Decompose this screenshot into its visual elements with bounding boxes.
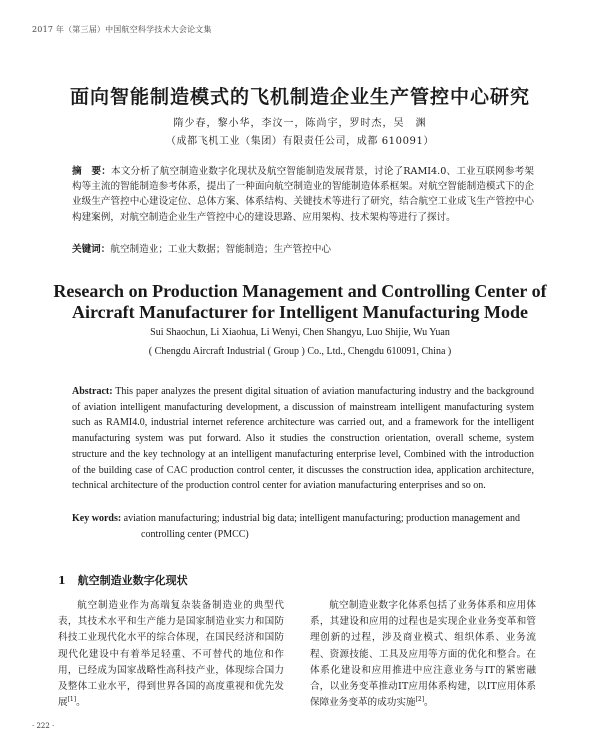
english-title-line-2: Aircraft Manufacturer for Intelligent Manufacturing Mode	[71, 302, 529, 322]
body-column-right	[310, 598, 536, 711]
english-keywords-text: aviation manufacturing; industrial big data; intelligent manufacturing; production management and controlling center (PMCC)	[123, 513, 520, 540]
chinese-keywords	[72, 242, 534, 257]
english-title	[0, 281, 600, 323]
english-abstract	[72, 384, 534, 494]
body-left-text: 航空制造业作为高端复杂装备制造业的典型代表，其技术水平和生产能力是国家制造业实力和国防科技工业现代化水平的综合体现，在国民经济和国防现代化建设中有着举足轻重、不可替代的地位和作用，已经成为国家战略性高科技产业，体现综合国力及整体工业水平，得到世界各国的高度重视和优先发展	[58, 600, 284, 709]
chinese-authors: 隋少春，黎小华，李汶一，陈尚宇，罗时杰，吴 渊	[173, 118, 427, 129]
body-right-text: 航空制造业数字化体系包括了业务体系和应用体系，其建设和应用的过程也是实现企业业务变革和管理创新的过程，涉及商业模式、组织体系、业务流程、资源技能、工具及应用等方面的优化和整合。在体系化建设和应用推进中应注意业务与IT的紧密融合，以业务变革推动IT应用体系构建，以IT应用体系保障业务变革的成功实施	[310, 600, 536, 709]
body-right-end: 。	[424, 697, 434, 709]
body-column-left	[58, 598, 284, 711]
chinese-keywords-text: 航空制造业；工业大数据；智能制造；生产管控中心	[110, 244, 332, 255]
body-left-end: 。	[76, 697, 86, 709]
section-number: 1	[58, 574, 66, 587]
english-authors: Sui Shaochun, Li Xiaohua, Li Wenyi, Chen Shangyu, Luo Shijie, Wu Yuan	[150, 327, 450, 338]
chinese-abstract	[72, 164, 534, 225]
body-paragraph-left	[58, 598, 284, 711]
section-heading	[58, 572, 188, 588]
english-keywords	[72, 511, 534, 542]
chinese-abstract-label: 摘 要：	[72, 166, 111, 177]
page-number: · 222 ·	[32, 722, 55, 730]
english-abstract-label: Abstract:	[72, 386, 113, 397]
chinese-title: 面向智能制造模式的飞机制造企业生产管控中心研究	[69, 86, 530, 108]
chinese-abstract-text: 本文分析了航空制造业数字化现状及航空智能制造发展背景，讨论了RAMI4.0、工业互联网参考架构等主流的智能制造参考体系，提出了一种面向航空制造业的智能制造体系框架。对航空智能制造模式下的企业级生产管控中心建设定位、总体方案、体系结构、关键技术等进行了研究，结合航空工业成飞生产管控中心构建案例，对航空制造企业生产管控中心的建设思路、应用架构、技术架构等进行了探讨。	[72, 166, 535, 223]
body-paragraph-right	[310, 598, 536, 711]
section-title: 航空制造业数字化现状	[77, 574, 188, 587]
chinese-keywords-label: 关键词：	[72, 244, 111, 255]
english-keywords-label: Key words:	[72, 513, 122, 524]
chinese-affiliation: （成都飞机工业（集团）有限责任公司，成都 610091）	[165, 136, 435, 147]
running-header: 2017 年（第三届）中国航空科学技术大会论文集	[32, 25, 212, 34]
citation-ref-1[interactable]: [1]	[67, 696, 77, 704]
english-abstract-text: This paper analyzes the present digital situation of aviation manufacturing industry and the background of aviation intelligent manufacturing development, a discussion of mainstream intelligent manufacturing system such as RAMI4.0, industrial internet reference architecture was carried out, and a framework for the intelligent manufacturing system was put forward. Also it studies the construction orientation, overall scheme, system structure and the key technology at an intelligent manufacturing enterprise level, Combined with the introduction of the building case of CAC production control center, it discusses the construction idea, application architecture, technical architecture of the production control center for aviation manufacturing enterprises and so on.	[72, 386, 534, 492]
english-affiliation: ( Chengdu Aircraft Industrial ( Group ) Co., Ltd., Chengdu 610091, China )	[148, 346, 452, 357]
english-title-line-1: Research on Production Management and Controlling Center of	[53, 281, 547, 301]
citation-ref-2[interactable]: [2]	[415, 696, 425, 704]
